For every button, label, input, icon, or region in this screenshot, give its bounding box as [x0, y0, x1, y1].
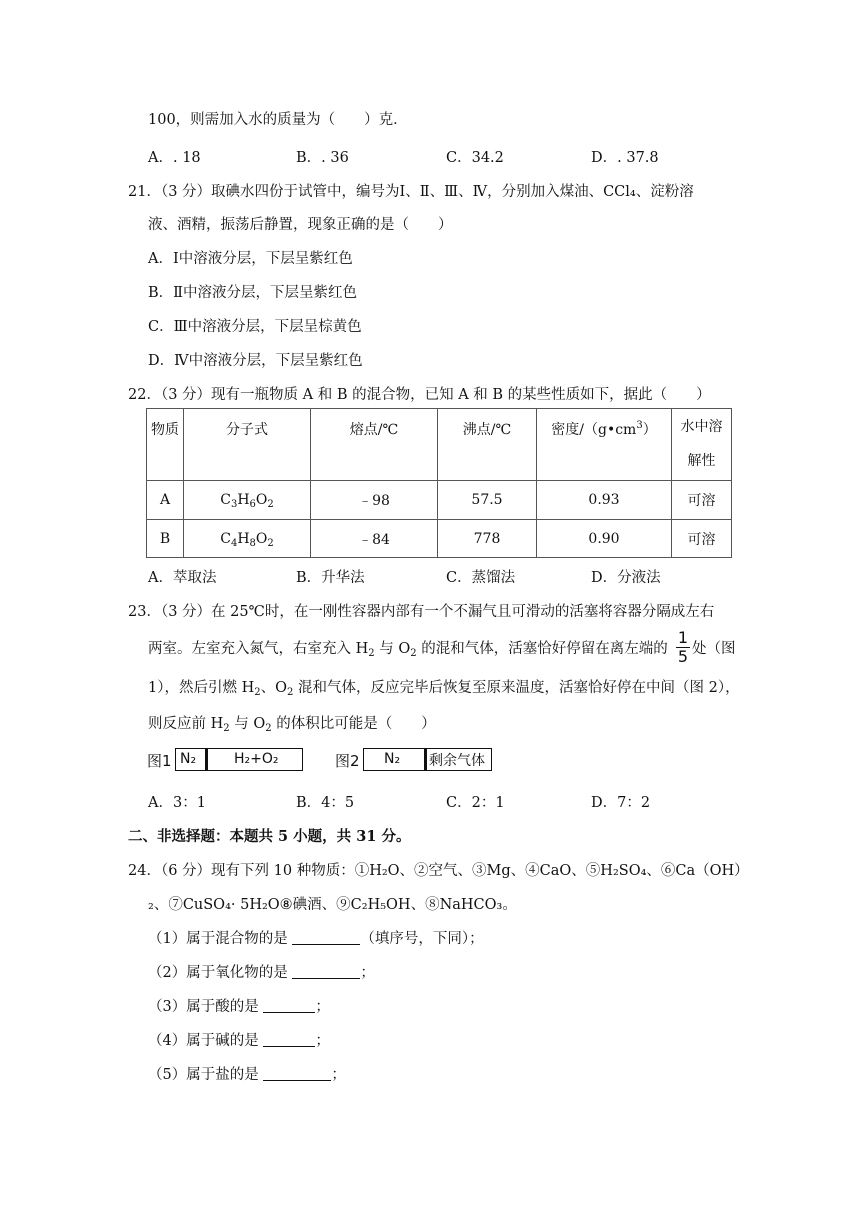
- q24-sub-item-3: [148, 995, 330, 1016]
- q23-l2-sub2: 2: [410, 648, 417, 659]
- q23-l3-sub2: 2: [287, 687, 294, 698]
- q23-stem-line2: [148, 637, 668, 658]
- q23-option-a: A．3：1: [148, 795, 206, 811]
- q20-option-d: D．. 37.8: [591, 150, 659, 166]
- q23-option-c: C．2：1: [446, 795, 505, 811]
- q23-l4-sub2: 2: [265, 723, 272, 734]
- header-solubility: [672, 409, 732, 481]
- formula-b-sub3: 2: [267, 537, 274, 549]
- figure1-left-gas: N₂: [180, 751, 197, 767]
- answer-blank-1[interactable]: [292, 930, 360, 945]
- q24-sub-item-1: [148, 927, 484, 948]
- cell-mp-b: ﹣84: [311, 520, 438, 558]
- q23-stem-line2-end: 处（图: [692, 641, 736, 657]
- q24-1-suffix: （填序号，下同）；: [360, 931, 484, 947]
- q24-3-suffix: ；: [315, 999, 330, 1015]
- cell-formula-a: [184, 481, 311, 520]
- formula-a-sub2: 6: [249, 499, 256, 510]
- q23-l4-a: 则反应前 H: [148, 716, 224, 732]
- q24-4-label: （4）属于碱的是: [148, 1033, 264, 1049]
- q24-5-label: （5）属于盐的是: [148, 1067, 264, 1083]
- formula-a-sub3: 2: [267, 499, 274, 510]
- q21-option-c: C．Ⅲ中溶液分层，下层呈棕黄色: [148, 319, 362, 335]
- q24-5-suffix: ；: [331, 1067, 346, 1083]
- formula-a-h: H: [237, 492, 250, 508]
- solubility-line1: 水中溶: [680, 419, 723, 435]
- q24-2-label: （2）属于氧化物的是: [148, 965, 293, 981]
- answer-blank-5[interactable]: [263, 1066, 331, 1081]
- q23-l2-c: 的混和气体，活塞恰好停留在离左端的: [416, 641, 668, 657]
- q24-sub-item-5: [148, 1063, 346, 1084]
- header-density: [537, 409, 672, 481]
- q23-l3-a: 1），然后引燃 H: [148, 680, 255, 696]
- header-formula: 分子式: [184, 409, 311, 481]
- density-close-paren: ）: [642, 422, 657, 438]
- formula-b-sub2: 8: [249, 537, 256, 549]
- fraction-numerator: 1: [677, 628, 689, 647]
- cell-bp-a: 57.5: [438, 481, 537, 520]
- fraction-denominator: 5: [677, 647, 689, 666]
- cell-name-a: A: [147, 481, 184, 520]
- cell-density-a: 0.93: [537, 481, 672, 520]
- table-row-b: [147, 520, 732, 558]
- figure1-label: 图1: [147, 752, 172, 770]
- figure2-piston: [424, 748, 427, 771]
- q23-l2-sub1: 2: [368, 648, 375, 659]
- q21-option-d: D．Ⅳ中溶液分层，下层呈紫红色: [148, 353, 363, 369]
- q24-stem-line1: 24．（6 分）现有下列 10 种物质：①H₂O、②空气、③Mg、④CaO、⑤H₂SO₄、⑥Ca（OH）: [128, 863, 749, 879]
- density-label: 密度/（g•cm: [551, 422, 637, 438]
- formula-b-sub1: 4: [230, 537, 238, 549]
- q23-l3-b: 、O: [260, 680, 287, 696]
- q23-stem-line3: [148, 676, 740, 697]
- figure1-right-gas: H₂+O₂: [234, 751, 279, 767]
- q21-option-a: A．Ⅰ中溶液分层，下层呈紫红色: [148, 251, 353, 267]
- q22-option-d: D．分液法: [591, 570, 661, 586]
- q23-l4-b: 与 O: [229, 716, 266, 732]
- q23-option-d: D．7：2: [591, 795, 651, 811]
- header-boiling-point: 沸点/℃: [438, 409, 537, 481]
- formula-a-sub1: 3: [230, 499, 238, 510]
- figure1-piston: [205, 748, 208, 771]
- q20-option-a: A．. 18: [148, 150, 201, 166]
- q24-3-label: （3）属于酸的是: [148, 999, 264, 1015]
- cell-solubility-b: 可溶: [672, 520, 732, 558]
- q23-l2-a: 两室。左室充入氮气，右室充入 H: [148, 641, 369, 657]
- q24-1-label: （1）属于混合物的是: [148, 931, 293, 947]
- q23-l3-sub1: 2: [254, 687, 261, 698]
- q23-option-b: B．4：5: [296, 795, 355, 811]
- cell-density-b: 0.90: [537, 520, 672, 558]
- cell-formula-b: [184, 520, 311, 558]
- q21-stem-line1: 21．（3 分）取碘水四份于试管中，编号为Ⅰ、Ⅱ、Ⅲ、Ⅳ，分别加入煤油、CCl₄、淀粉溶: [128, 184, 694, 200]
- formula-b-h: H: [237, 530, 250, 547]
- cell-bp-b: 778: [438, 520, 537, 558]
- q24-stem-line2: ₂、⑦CuSO₄· 5H₂O⑧碘酒、⑨C₂H₅OH、⑧NaHCO₃。: [148, 897, 517, 913]
- cell-solubility-a: 可溶: [672, 481, 732, 520]
- formula-a-c: C: [220, 492, 231, 508]
- q23-stem-line4: [148, 712, 436, 733]
- q24-sub-item-4: [148, 1029, 330, 1050]
- formula-a-o: O: [255, 492, 268, 508]
- q20-option-b: B．. 36: [296, 150, 349, 166]
- cell-mp-a: ﹣98: [311, 481, 438, 520]
- q23-l3-c: 混和气体，反应完毕后恢复至原来温度，活塞恰好停在中间（图 2），: [293, 680, 740, 696]
- q23-l4-sub1: 2: [223, 723, 230, 734]
- properties-table: [146, 408, 732, 558]
- answer-blank-2[interactable]: [292, 964, 360, 979]
- q23-l4-c: 的体积比可能是（ ）: [271, 716, 436, 732]
- table-header-row: [147, 409, 732, 481]
- figure2-right-gas: 剩余气体: [429, 753, 485, 769]
- q24-4-suffix: ；: [315, 1033, 330, 1049]
- header-melting-point: 熔点/℃: [311, 409, 438, 481]
- q21-option-b: B．Ⅱ中溶液分层，下层呈紫红色: [148, 285, 358, 301]
- density-exponent: 3: [636, 420, 643, 431]
- fraction-one-fifth: [676, 630, 690, 665]
- q21-stem-line2: 液、酒精，振荡后静置，现象正确的是（ ）: [148, 217, 453, 233]
- q24-2-suffix: ；: [360, 965, 375, 981]
- q23-l2-b: 与 O: [374, 641, 411, 657]
- figure2-label: 图2: [335, 752, 360, 770]
- figure2-left-gas: N₂: [384, 751, 401, 767]
- table-row-a: [147, 481, 732, 520]
- q20-continuation: 100，则需加入水的质量为（ ）克．: [148, 112, 408, 128]
- section-heading: 二、非选择题：本题共 5 小题，共 31 分。: [128, 828, 411, 845]
- q20-option-c: C．34.2: [446, 150, 504, 166]
- q22-option-a: A．萃取法: [148, 570, 217, 586]
- q22-option-b: B．升华法: [296, 570, 365, 586]
- q22-stem: 22．（3 分）现有一瓶物质 A 和 B 的混合物，已知 A 和 B 的某些性质如下，据此（ ）: [128, 387, 711, 403]
- answer-blank-3[interactable]: [263, 998, 315, 1013]
- q24-sub-item-2: [148, 961, 375, 982]
- formula-b-c: C: [220, 530, 231, 547]
- answer-blank-4[interactable]: [263, 1032, 315, 1047]
- header-substance: 物质: [147, 409, 184, 481]
- cell-name-b: B: [147, 520, 184, 558]
- q23-stem-line1: 23．（3 分）在 25℃时，在一刚性容器内部有一个不漏气且可滑动的活塞将容器分隔成左右: [128, 604, 715, 620]
- q22-option-c: C．蒸馏法: [446, 570, 516, 586]
- solubility-line2: 解性: [687, 453, 716, 469]
- formula-b-o: O: [255, 530, 268, 547]
